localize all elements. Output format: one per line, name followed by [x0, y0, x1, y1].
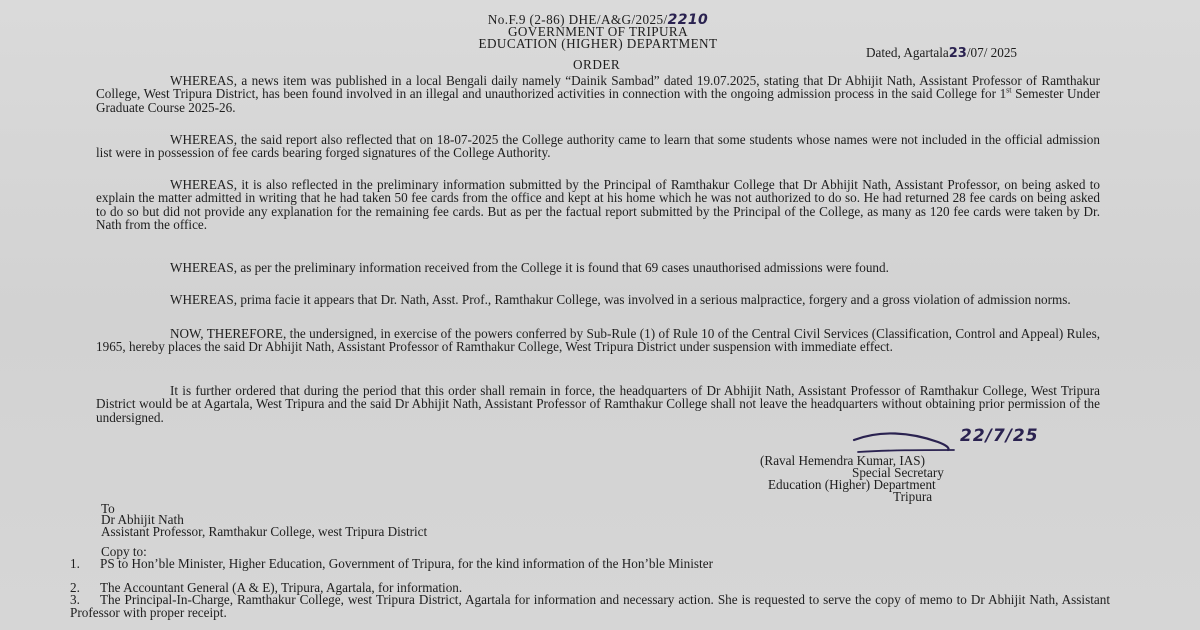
addressee-designation: Assistant Professor, Ramthakur College, west Tripura District: [101, 524, 428, 539]
paragraph-lead: WHEREAS,: [170, 177, 238, 192]
paragraph-3: [96, 178, 1100, 232]
date-suffix: /07/ 2025: [966, 45, 1018, 60]
paragraph-text: the said report also reflected that on 18-07-2025 the College authority came to learn that some students whose names were not included in the official admission list were in possession of fee cards bearing forged signatures of the College Authority.: [96, 132, 1100, 161]
paragraph-lead: WHEREAS,: [170, 260, 238, 275]
paragraph-lead: WHEREAS,: [170, 73, 238, 88]
date-prefix: Dated, Agartala: [866, 45, 949, 60]
paragraph-4: [96, 261, 1100, 274]
department-heading: EDUCATION (HIGHER) DEPARTMENT: [478, 36, 718, 51]
paragraph-text-end: Semester Under Graduate Course 2025-26.: [96, 86, 1100, 115]
copy-item-3: [70, 593, 1110, 620]
copy-item-1: [70, 557, 1110, 570]
copy-item-text: The Principal-In-Charge, Ramthakur College, west Tripura District, Agartala for information and necessary action. She is requested to serve the copy of memo to Dr Abhijit Nath, Assistant Professor with proper receipt.: [70, 592, 1110, 621]
signatory-name: (Raval Hemendra Kumar, IAS): [760, 453, 925, 468]
paragraph-5: [96, 293, 1100, 306]
copy-item-number: 1.: [70, 556, 80, 571]
paragraph-text: the undersigned, in exercise of the powers conferred by Sub-Rule (1) of Rule 10 of the Central Civil Services (Classification, Control and Appeal) Rules, 1965, hereby places the said Dr Abhijit Nath, Assistant Professor of Ramthakur College, West Tripura District under suspension with immediate effect.: [96, 326, 1100, 355]
reference-number-text: No.F.9 (2-86) DHE/A&G/2025/: [487, 12, 668, 27]
order-title: ORDER: [573, 57, 621, 72]
copy-item-number: 3.: [70, 592, 80, 607]
to-label: To: [101, 501, 115, 516]
addressee-name: Dr Abhijit Nath: [101, 512, 184, 527]
paragraph-text: a news item was published in a local Bengali daily namely “Dainik Sambad” dated 19.07.2025, stating that Dr Abhijit Nath, Assistant Professor of Ramthakur College, West Tripura District, has been found involved in an illegal and unauthorized activities in connection with the ongoing admission process in the said College for 1: [96, 73, 1100, 102]
paragraph-lead: WHEREAS,: [170, 132, 238, 147]
government-heading: GOVERNMENT OF TRIPURA: [507, 24, 689, 39]
signature-handwritten-date: 22/7/25: [960, 426, 1039, 446]
order-date: [866, 46, 1017, 60]
paragraph-lead: NOW, THEREFORE,: [170, 326, 287, 341]
paragraph-text: it is also reflected in the preliminary information submitted by the Principal of Ramthakur College that Dr Abhijit Nath, Assistant Professor, on being asked to explain the matter admitted in writing that he had taken 50 fee cards from the office and kept at his home which he was not authorized to do so. He had returned 28 fee cards on being asked to do so but did not provide any explanation for the remaining fee cards. But as per the factual report submitted by the Principal of the College, as many as 120 fee cards were taken by Dr. Nath from the office.: [96, 177, 1100, 233]
copy-item-text: PS to Hon’ble Minister, Higher Education, Government of Tripura, for the kind information of the Hon’ble Minister: [100, 556, 713, 571]
handwritten-date-day: 23: [948, 46, 967, 61]
handwritten-reference: 2210: [667, 12, 709, 28]
paragraph-text: as per the preliminary information received from the College it is found that 69 cases unauthorised admissions were found.: [237, 260, 889, 275]
signatory-state: Tripura: [893, 489, 933, 504]
copy-item-number: 2.: [70, 580, 80, 595]
copy-to-label: Copy to:: [101, 544, 147, 559]
signatory-department: Education (Higher) Department: [768, 477, 936, 492]
paragraph-lead: WHEREAS,: [170, 292, 238, 307]
paragraph-2: [96, 133, 1100, 160]
paragraph-1: [96, 74, 1100, 114]
paragraph-text: prima facie it appears that Dr. Nath, Asst. Prof., Ramthakur College, was involved in a serious malpractice, forgery and a gross violation of admission norms.: [237, 292, 1071, 307]
superscript: st: [1006, 86, 1012, 96]
paragraph-6: [96, 327, 1100, 354]
paragraph-7: [96, 384, 1100, 424]
copy-item-text: The Accountant General (A & E), Tripura, Agartala, for information.: [100, 580, 463, 595]
signatory-designation: Special Secretary: [852, 465, 944, 480]
paragraph-text: It is further ordered that during the period that this order shall remain in force, the headquarters of Dr Abhijit Nath, Assistant Professor of Ramthakur College, West Tripura District would be at Agartala, West Tripura and the said Dr Abhijit Nath, Assistant Professor of Ramthakur College shall not leave the headquarters without obtaining prior permission of the undersigned.: [96, 383, 1100, 425]
